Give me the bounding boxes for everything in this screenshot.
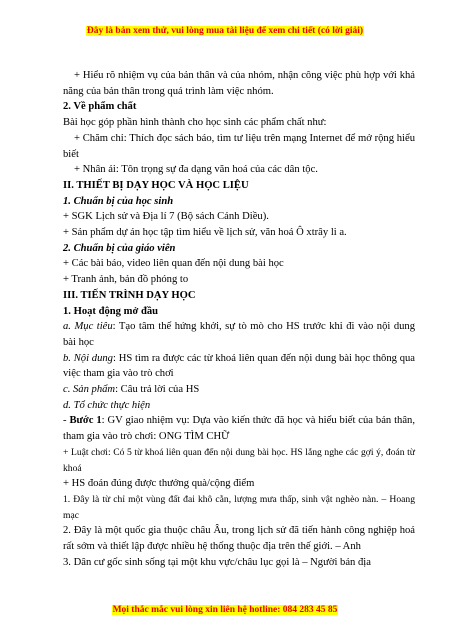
text: : HS tìm ra được các từ khoá liên quan đến nội dung bài học thông qua việc tham gia vào trò chơi [63,352,415,380]
paragraph: + HS đoán đúng được thưởng quà/cộng điểm [63,478,255,490]
preview-banner [0,26,450,36]
paragraph-organization: d. Tổ chức thực hiện [63,399,151,411]
paragraph: + SGK Lịch sử và Địa lí 7 (Bộ sách Cánh Diều). [63,211,269,223]
paragraph-objective [63,319,415,350]
paragraph-content [63,351,415,382]
paragraph: Bài học góp phần hình thành cho học sinh các phẩm chất như: [63,117,327,129]
subsection-heading: 1. Chuẩn bị của học sinh [63,195,174,207]
paragraph: + Các bài báo, video liên quan đến nội dung bài học [63,258,284,270]
question-item: 3. Dân cư gốc sinh sống tại một khu vực/châu lục gọi là – Người bản địa [63,556,371,568]
paragraph: + Sản phẩm dự án học tập tìm hiểu về lịch sử, văn hoá Ô xtrây li a. [63,227,347,239]
section-heading: III. TIẾN TRÌNH DẠY HỌC [63,289,196,301]
question-item: 1. Đây là từ chỉ một vùng đất đai khô cằn, lượng mưa thấp, sinh vật nghèo nàn. – Hoang mạc [63,493,415,521]
paragraph: + Luật chơi: Có 5 từ khoá liên quan đến nội dung bài học. HS lắng nghe các gợi ý, đoán từ khoá [63,446,415,474]
paragraph: + Chăm chỉ: Thích đọc sách báo, tìm tư liệu trên mạng Internet để mở rộng hiểu biết [63,132,415,160]
text: : Câu trả lời của HS [115,384,200,396]
subsection-heading: 2. Chuẩn bị của giáo viên [63,242,176,254]
hotline-banner [0,605,450,615]
text: - [63,415,70,427]
label: Bước 1 [69,415,102,427]
question-item: 2. Đây là một quốc gia thuộc châu Âu, trong lịch sử đã tiến hành công nghiệp hoá rất sớm và thiết lập được nhiều hệ thống thuộc địa trên thế giới. – Anh [63,525,415,553]
label: c. Sản phẩm [63,384,116,396]
paragraph: + Tranh ảnh, bản đồ phóng to [63,274,189,286]
text: : Tạo tâm thế hứng khởi, sự tò mò cho HS trước khi đi vào nội dung bài học [63,321,416,348]
paragraph: + Hiểu rõ nhiệm vụ của bản thân và của nhóm, nhận công việc phù hợp với khả năng của bản thân trong quá trình làm việc nhóm. [63,70,415,97]
section-heading: 2. Về phẩm chất [63,101,137,113]
label: a. Mục tiêu [63,321,113,333]
preview-banner-text: Đây là bản xem thử, vui lòng mua tài liệu để xem chi tiết (có lời giải) [86,26,364,36]
subsection-heading: 1. Hoạt động mở đầu [63,305,159,317]
hotline-banner-text: Mọi thắc mắc vui lòng xin liên hệ hotline: 084 283 45 85 [112,605,338,615]
section-heading: II. THIẾT BỊ DẠY HỌC VÀ HỌC LIỆU [63,179,249,191]
paragraph-step1 [63,413,415,444]
document-body [63,68,415,571]
paragraph: + Nhân ái: Tôn trọng sự đa dạng văn hoá của các dân tộc. [74,164,318,176]
paragraph-product [63,382,415,398]
label: b. Nội dung [63,352,113,364]
text: : GV giao nhiệm vụ: Dựa vào kiến thức đã học và hiểu biết của bản thân, tham gia vào trò chơi: ONG TÌM CHỮ [63,415,415,443]
